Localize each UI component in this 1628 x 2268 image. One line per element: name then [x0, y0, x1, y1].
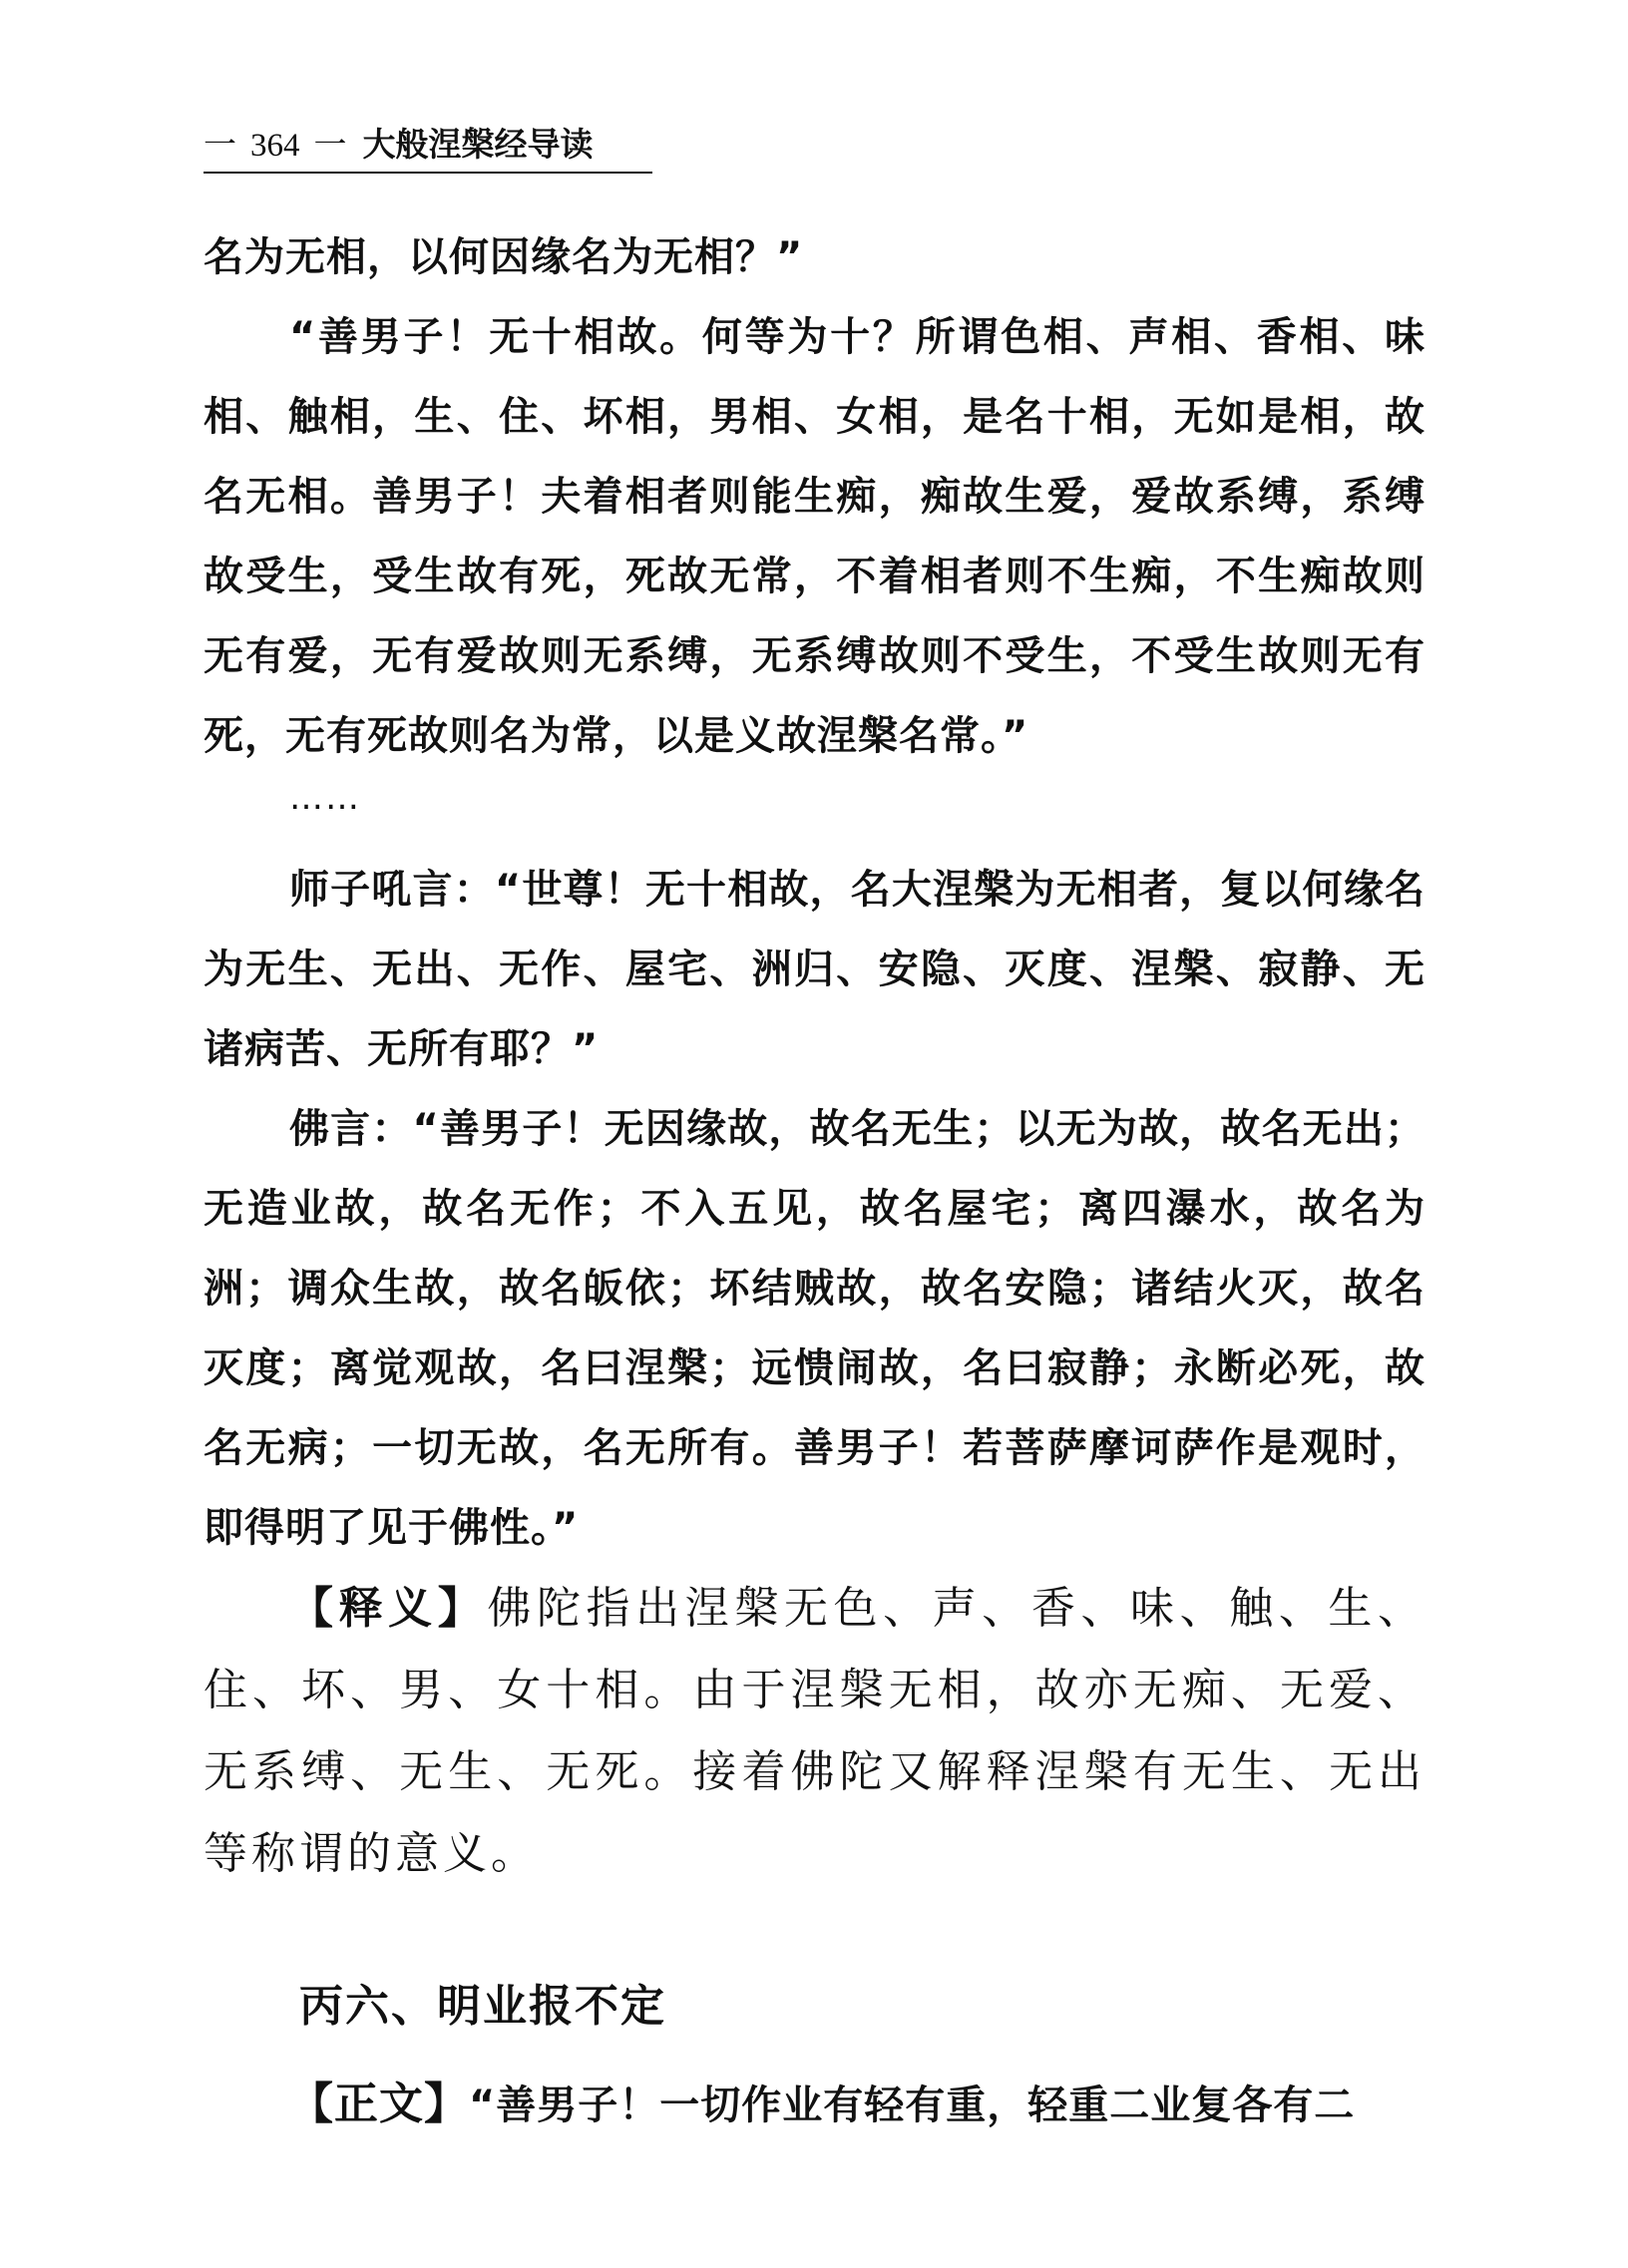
main-text-label: 【正文】	[289, 2079, 469, 2129]
ellipsis: ……	[289, 778, 361, 818]
commentary-block	[204, 1568, 1425, 1895]
page-number: 364	[250, 128, 300, 164]
running-header	[204, 122, 652, 174]
text-block-1	[204, 217, 1425, 776]
book-title: 大般涅槃经导读	[362, 125, 594, 164]
paragraph-continuation: 名为无相，以何因缘名为无相？”	[204, 234, 804, 280]
main-text-content: “善男子！一切作业有轻有重，轻重二业复各有二	[469, 2082, 1356, 2128]
section-heading: 丙六、明业报不定	[299, 1981, 666, 2032]
text-block-2	[204, 850, 1425, 1568]
commentary-paragraph	[204, 1568, 1425, 1895]
paragraph-buddha-reply: 佛言：“善男子！无因缘故，故名无生；以无为故，故名无出；无造业故，故名无作；不入五见，故名屋宅；离四瀑水，故名为洲；调众生故，故名皈依；坏结贼故，故名安隐；诸结火灭，故名灭度；离觉观故，名曰涅槃；远愦闹故，名曰寂静；永断必死，故名无病；一切无故，名无所有。善男子！若菩萨摩诃萨作是观时，即得明了见于佛性。”	[204, 1106, 1425, 1551]
paragraph-lion-roar: 师子吼言：“世尊！无十相故，名大涅槃为无相者，复以何缘名为无生、无出、无作、屋宅、洲归、安隐、灭度、涅槃、寂静、无诸病苦、无所有耶？”	[204, 867, 1425, 1072]
commentary-label: 【释义】	[289, 1583, 488, 1634]
header-dash-left: 一	[204, 125, 236, 164]
commentary-text: 佛陀指出涅槃无色、声、香、味、触、生、住、坏、男、女十相。由于涅槃无相，故亦无痴、无爱、无系缚、无生、无死。接着佛陀又解释涅槃有无生、无出等称谓的意义。	[204, 1583, 1426, 1879]
paragraph-ten-marks: “善男子！无十相故。何等为十？所谓色相、声相、香相、味相、触相，生、住、坏相，男相、女相，是名十相，无如是相，故名无相。善男子！夫着相者则能生痴，痴故生爱，爱故系缚，系缚故受生，受生故有死，死故无常，不着相者则不生痴，不生痴故则无有爱，无有爱故则无系缚，无系缚故则不受生，不受生故则无有死，无有死故则名为常，以是义故涅槃名常。”	[204, 314, 1425, 759]
header-dash-right: 一	[313, 125, 347, 164]
main-text-start	[289, 2070, 1426, 2140]
